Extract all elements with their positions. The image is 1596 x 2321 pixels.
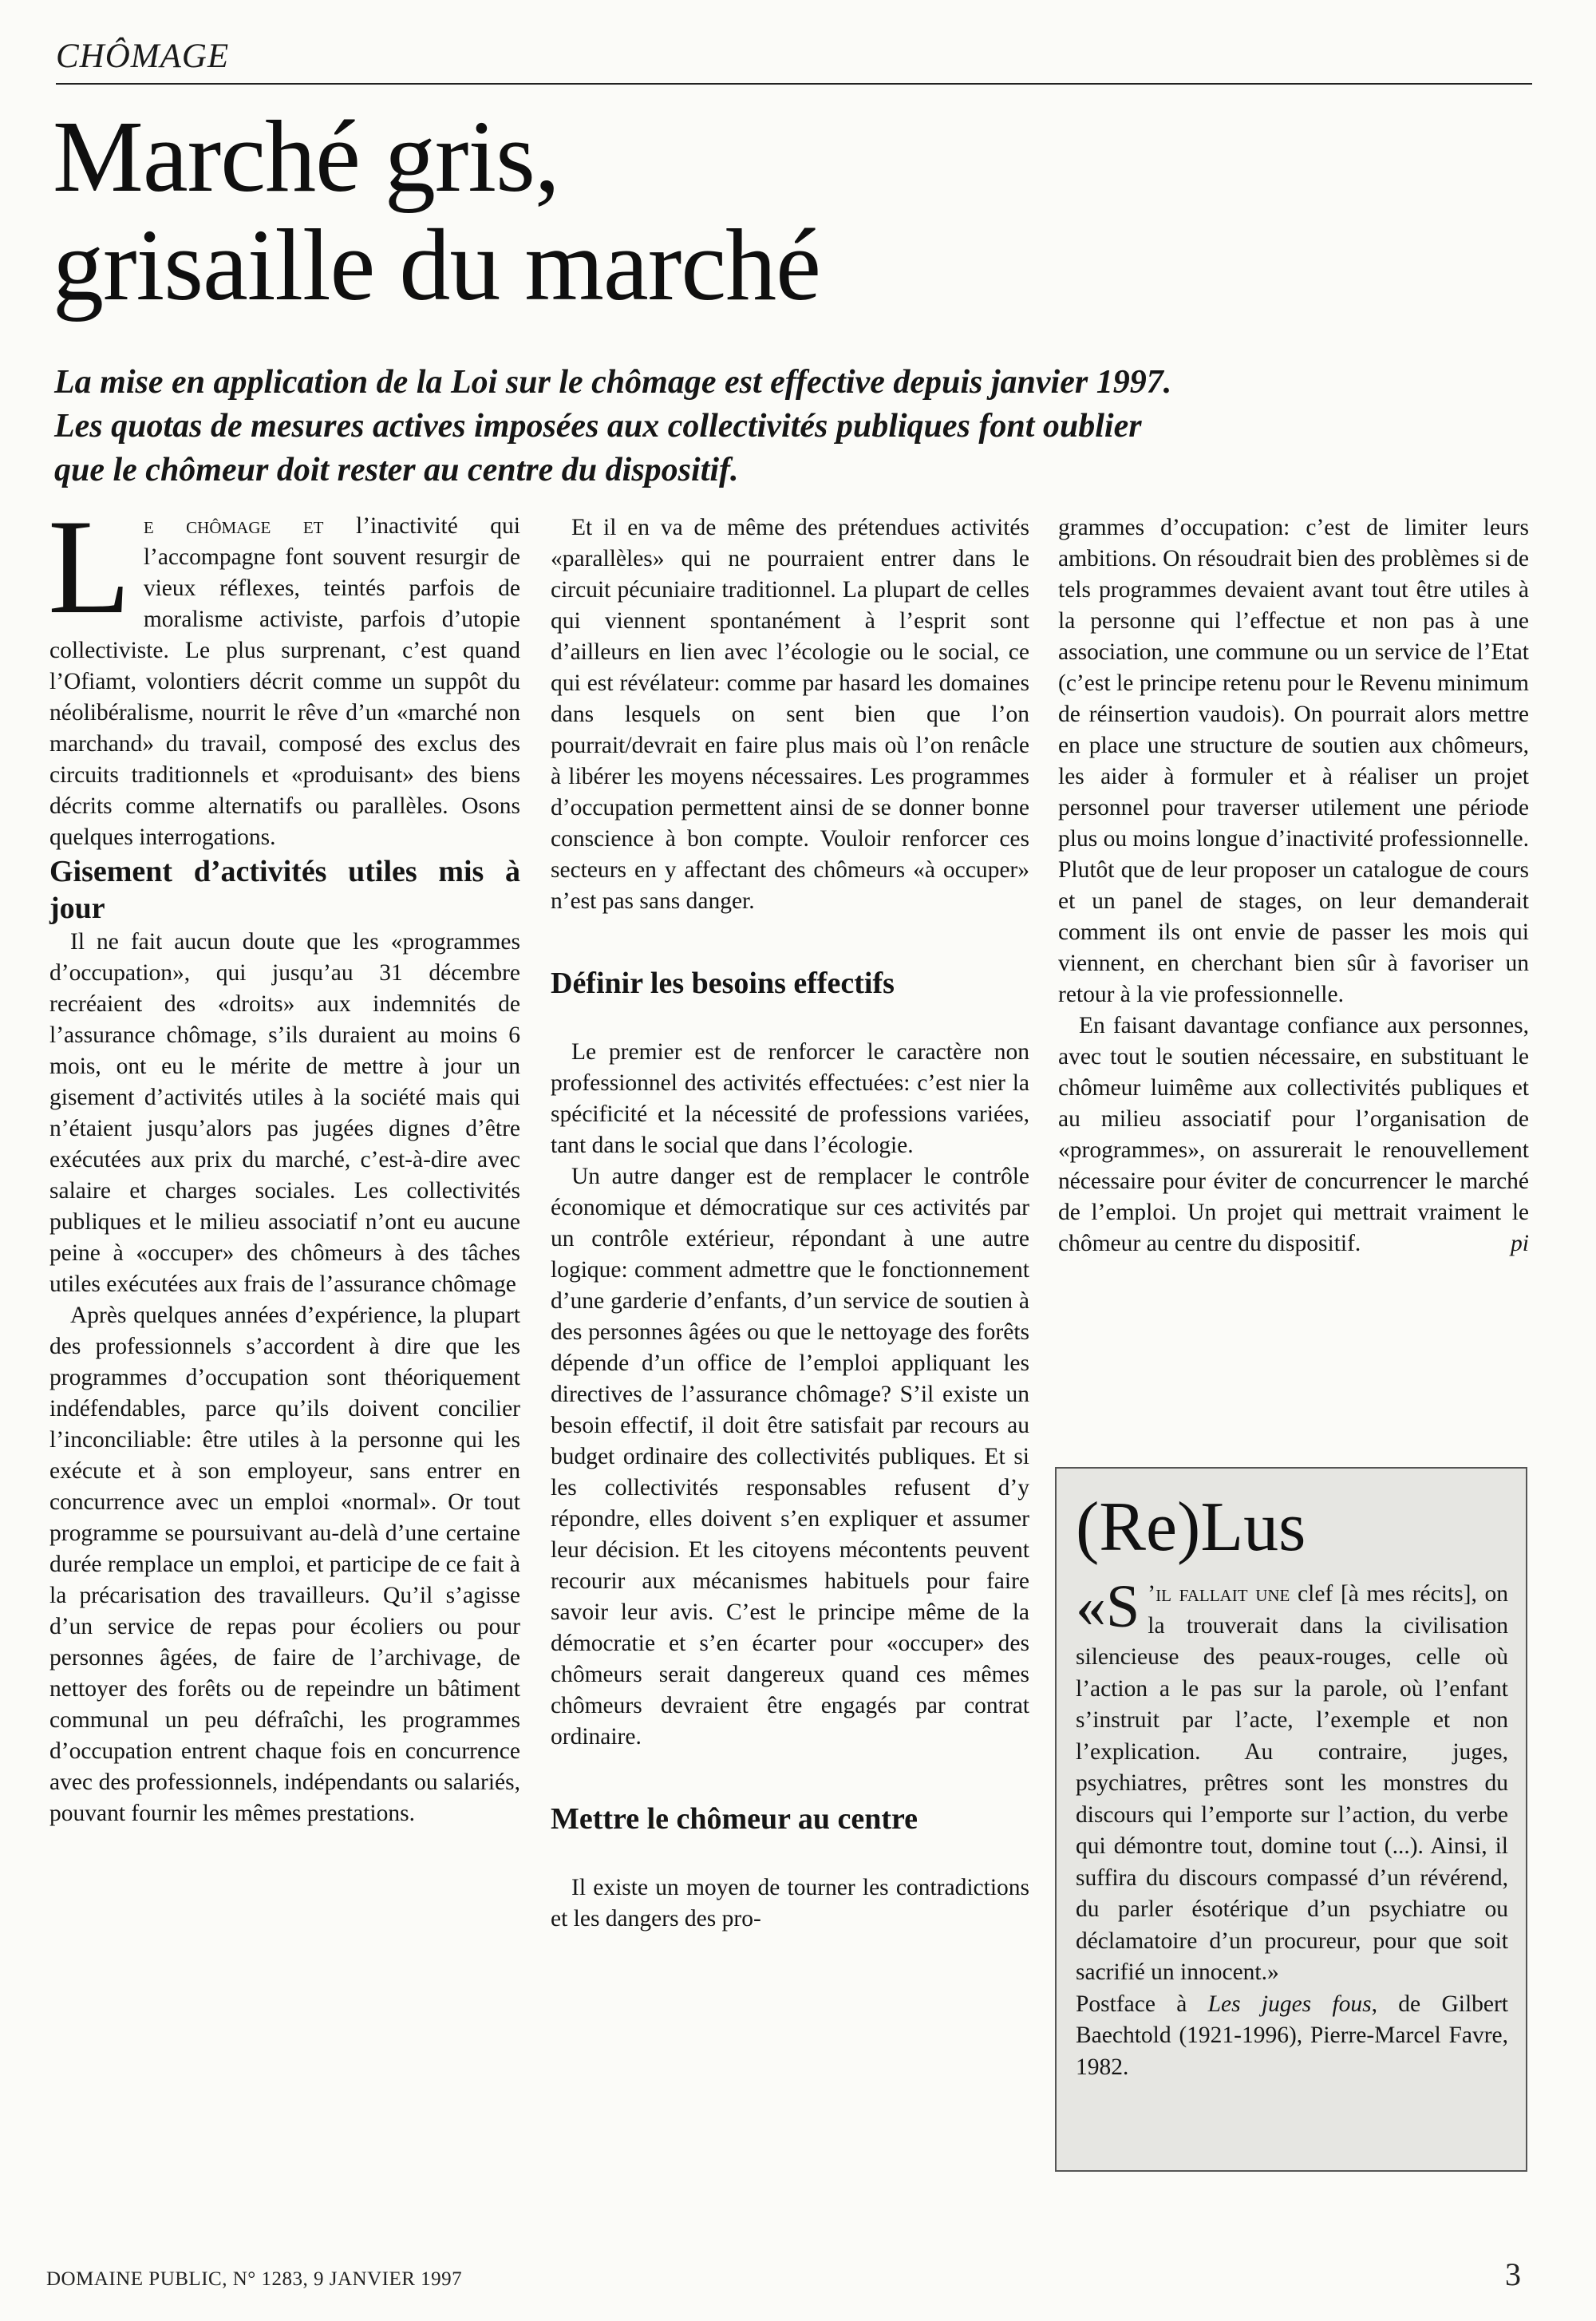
article-title: [53, 100, 1250, 322]
drop-cap: L: [48, 492, 131, 642]
source-book-title: Les juges fous: [1207, 1991, 1372, 2017]
source-suffix: , de Gilbert Baechtold (1921-1996), Pierre-Marcel Favre, 1982.: [1076, 1991, 1509, 2080]
paragraph: grammes d’occupation: c’est de limiter leurs ambitions. On résoudrait bien des problèmes si de tels programmes devaient avant tout être utiles à la personne qui l’effectue et non pas à une association, une commune ou un service de l’Etat (c’est le principe retenu pour le Revenu minimum de réinsertion vaudois). On pourrait alors mettre en place une structure de soutien aux chômeurs, les aider à formuler et à réaliser un projet personnel pour traverser utilement une période plus ou moins longue d’inactivité professionnelle. Plutôt que de leur proposer un catalogue de cours et un panel de stages, on leur demanderait comment ils ont envie de passer les mois qui viennent, en cherchant bien sûr à favoriser un retour à la vie professionnelle.: [1058, 515, 1529, 1007]
relus-box: [1055, 1467, 1527, 2172]
paragraph: [1058, 1010, 1529, 1259]
article-column-2: [551, 512, 1029, 1935]
footer-publication: DOMAINE PUBLIC, N° 1283, 9 JANVIER 1997: [46, 2268, 463, 2290]
paragraph: Il ne fait aucun doute que les «programmes d’occupation», qui jusqu’au 31 décembre recréaient des «droits» aux indemnités de l’assurance chômage, s’ils duraient au moins 6 mois, ont eu le mérite de mettre à jour un gisement d’activités utiles à la société mais qui n’étaient jusqu’alors pas jugées dignes d’être exécutées aux prix du marché, c’est-à-dire avec salaire et charges sociales. Les collectivités publiques et le milieu associatif n’ont eu aucune peine à «occuper» des chômeurs à des tâches utiles exécutées aux frais de l’assurance chômage: [49, 929, 520, 1297]
quote-text: clef [à mes récits], on la trouverait dans la civilisation silencieuse des peaux-rouges, celle où l’action a le pas sur la parole, où l’enfant s’instruit par l’acte, l’exemple et non l’explication. Au contraire, juges, psychiatres, prêtres sont les monstres du discours qui l’emporte sur l’action, du verbe qui démontre tout, domine tout (...). Ainsi, il suffira du discours compassé d’un révérend, du parler ésotérique d’un psychiatre ou déclamatoire d’un procureur, pour que soit sacrifié un innocent.»: [1076, 1581, 1508, 1985]
intro-text: l’inactivité qui l’accompagne font souvent resurgir de vieux réflexes, teintés parfois de moralisme activiste, parfois d’utopie collectiviste. Le plus surprenant, c’est quand l’Ofiamt, volontiers décrit comme un suppôt du néolibéralisme, nourrit le rêve d’un «marché non marchand» du travail, composé des exclus des circuits traditionnels et «produisant» des biens décrits comme alternatifs ou parallèles. Osons quelques interrogations.: [49, 513, 520, 850]
paragraph: Après quelques années d’expérience, la plupart des professionnels s’accordent à dire que les programmes d’occupation sont théoriquement indéfendables, parce qu’ils doivent concilier l’inconciliable: être utiles à la personne qui les exécute et à son employeur, sans entrer en concurrence avec un emploi «normal». Or tout programme se poursuivant au-delà d’une certaine durée remplace un emploi, et participe de ce fait à la précarisation des travailleurs. Qu’il s’agisse d’un service de repas pour écoliers ou pour personnes âgées, de faire de l’archivage, de nettoyer des forêts ou de repeindre un bâtiment communal un peu défraîchi, les programmes d’occupation entrent chaque fois en concurrence avec des professionnels, indépendants ou salariés, pouvant fournir les mêmes prestations.: [49, 1303, 520, 1826]
quote-smallcaps: ’il fallait une: [1148, 1581, 1290, 1607]
article-column-3: [1058, 512, 1529, 1259]
title-line-2: grisaille du marché: [53, 208, 820, 322]
paragraph: Le premier est de renforcer le caractère non professionnel des activités effectuées: c’est nier la spécificité et la nécessité de professions variées, tant dans le social que dans l’écologie.: [551, 1039, 1029, 1158]
header-rule: [56, 83, 1532, 85]
paragraph-text: En faisant davantage confiance aux personnes, avec tout le soutien nécessaire, en substituant le chômeur luimême aux collectivités publiques et au milieu associatif pour l’organisation de «programmes», on assurerait le renouvellement nécessaire pour éviter de concurrencer le marché de l’emploi. Un projet qui mettrait vraiment le chômeur au centre du dispositif.: [1058, 1013, 1529, 1256]
section-heading-3: Mettre le chômeur au centre: [551, 1802, 918, 1836]
section-heading-2: Définir les besoins effectifs: [551, 967, 895, 1000]
box-quote: [1076, 1573, 1508, 1989]
intro-paragraph: [48, 492, 520, 853]
source-prefix: Postface à: [1076, 1991, 1208, 2017]
section-rubric: CHÔMAGE: [56, 38, 230, 75]
page-number: 3: [1505, 2256, 1521, 2292]
author-signature: pi: [1511, 1231, 1529, 1256]
article-lead: [54, 361, 1491, 492]
section-heading-1: Gisement d’activités utiles mis à jour: [49, 855, 520, 925]
article-column-1: [48, 492, 520, 1829]
box-source: [1076, 1989, 1508, 2084]
title-line-1: Marché gris,: [53, 100, 559, 213]
intro-smallcaps: e chômage et: [143, 513, 324, 539]
lead-line-3: que le chômeur doit rester au centre du dispositif.: [54, 452, 739, 488]
paragraph: Et il en va de même des prétendues activités «parallèles» qui ne pourraient entrer dans le circuit pécuniaire traditionnel. La plupart de celles qui viennent spontanément à l’esprit sont d’ailleurs en lien avec l’écologie ou le social, ce qui est révélateur: comme par hasard les domaines dans lesquels on sent bien que l’on pourrait/devrait en faire plus mais où l’on renâcle à libérer les moyens nécessaires. Les programmes d’occupation permettent ainsi de se donner bonne conscience à bon compte. Vouloir renforcer ces secteurs en y affectant des chômeurs «à occuper» n’est pas sans danger.: [551, 515, 1029, 914]
box-title: (Re)Lus: [1076, 1489, 1306, 1566]
lead-line-1: La mise en application de la Loi sur le chômage est effective depuis janvier 1997.: [54, 364, 1172, 401]
paragraph: Il existe un moyen de tourner les contradictions et les dangers des pro-: [551, 1875, 1029, 1932]
quote-initial: «S: [1076, 1573, 1140, 1640]
lead-line-2: Les quotas de mesures actives imposées aux collectivités publiques font oublier: [54, 408, 1142, 445]
paragraph: Un autre danger est de remplacer le contrôle économique et démocratique sur ces activités par un contrôle extérieur, répondant à une autre logique: comment admettre que le fonctionnement d’une garderie d’enfants, d’un service de soutien à des personnes âgées ou que le nettoyage des forêts dépende d’un office de l’emploi appliquant les directives de l’assurance chômage? S’il existe un besoin effectif, il doit être satisfait par recours au budget ordinaire des collectivités publiques. Et si les collectivités responsables refusent d’y répondre, elles doivent s’en expliquer et assumer leur décision. Et les citoyens mécontents peuvent recourir aux mécanismes habituels pour faire savoir leur avis. C’est le principe même de la démocratie et s’en écarter pour «occuper» des chômeurs serait dangereux quand ces mêmes chômeurs devraient être engagés par contrat ordinaire.: [551, 1164, 1029, 1750]
